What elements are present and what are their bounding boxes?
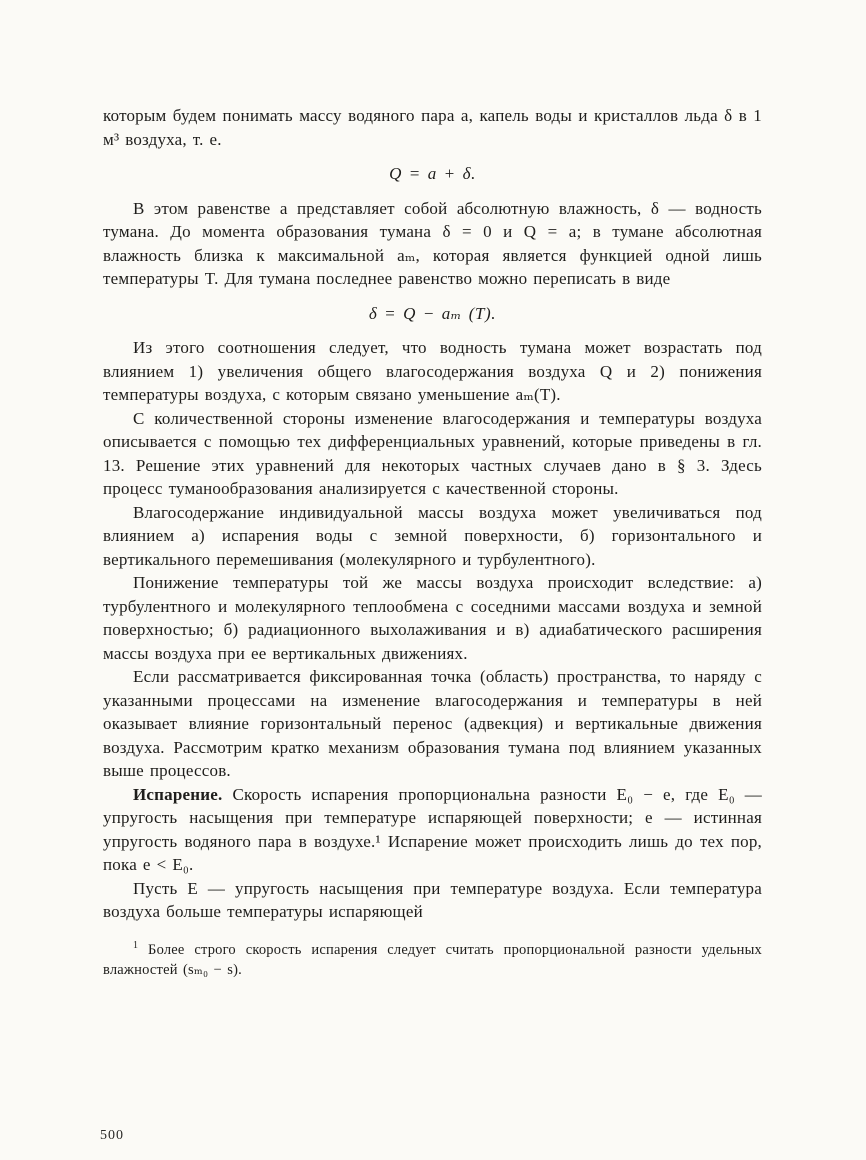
paragraph-moisture-increase: Влагосодержание индивидуальной массы воздуха может увеличиваться под влиянием а) испарения воды с земной поверхности, б) горизонтального и вертикального перемешивания (молекулярного и турбулентного). bbox=[103, 502, 762, 569]
paragraph-relation-consequence: Из этого соотношения следует, что водность тумана может возрастать под влиянием 1) увеличения общего влагосодержания воздуха Q и 2) понижения температуры воздуха, с которым связано уменьшение aₘ(T). bbox=[103, 338, 762, 404]
paragraph-evaporation-lead: Испарение. bbox=[133, 784, 223, 804]
paragraph-temperature-decrease: Понижение температуры той же массы воздуха происходит вследствие: а) турбулентного и молекулярного теплообмена с соседними массами воздуха и земной поверхностью; б) радиационного выхолаживания и в) адиабатического расширения массы воздуха при ее вертикальных движениях. bbox=[103, 573, 762, 663]
page-number: 500 bbox=[100, 1128, 124, 1143]
paragraph-fixed-point: Если рассматривается фиксированная точка (область) пространства, то наряду с указанными процессами на изменение влагосодержания и температуры в ней оказывает влияние горизонтальный перенос (адвекция) и вертикальные движения воздуха. Рассмотрим кратко механизм образования тумана под влиянием указанных выше процессов. bbox=[103, 667, 762, 780]
paragraph-evaporation-text: Скорость испарения пропорциональна разности E₀ − e, где E₀ — упругость насыщения при температуре испаряющей поверхности; e — истинная упругость водяного пара в воздухе.¹ Испарение может происходить лишь до тех пор, пока e < E₀. bbox=[103, 784, 763, 874]
footnote-marker: 1 bbox=[133, 939, 139, 951]
equation-total-moisture: Q = a + δ. bbox=[389, 164, 476, 183]
paragraph-saturation-pressure: Пусть E — упругость насыщения при температуре воздуха. Если температура воздуха больше температуры испаряющей bbox=[103, 878, 762, 921]
paragraph-quantitative-side: С количественной стороны изменение влагосодержания и температуры воздуха описывается с помощью тех дифференциальных уравнений, которые приведены в гл. 13. Решение этих уравнений для некоторых частных случаев дано в § 3. Здесь процесс туманообразования анализируется с качественной стороны. bbox=[103, 408, 762, 498]
paragraph-evaporation bbox=[103, 783, 762, 877]
footnote bbox=[103, 940, 762, 981]
page-text-column bbox=[103, 104, 762, 981]
footnote-text: Более строго скорость испарения следует считать пропорциональной разности удельных влажностей (sₘ₀ − s). bbox=[103, 941, 762, 978]
paragraph-continuation: которым будем понимать массу водяного пара a, капель воды и кристаллов льда δ в 1 м³ воздуха, т. е. bbox=[103, 106, 762, 149]
equation-fog-water-content: δ = Q − aₘ (T). bbox=[368, 303, 497, 323]
paragraph-absolute-humidity: В этом равенстве a представляет собой абсолютную влажность, δ — водность тумана. До момента образования тумана δ = 0 и Q = a; в тумане абсолютная влажность близка к максимальной aₘ, которая является функцией одной лишь температуры T. Для тумана последнее равенство можно переписать в виде bbox=[103, 198, 762, 288]
